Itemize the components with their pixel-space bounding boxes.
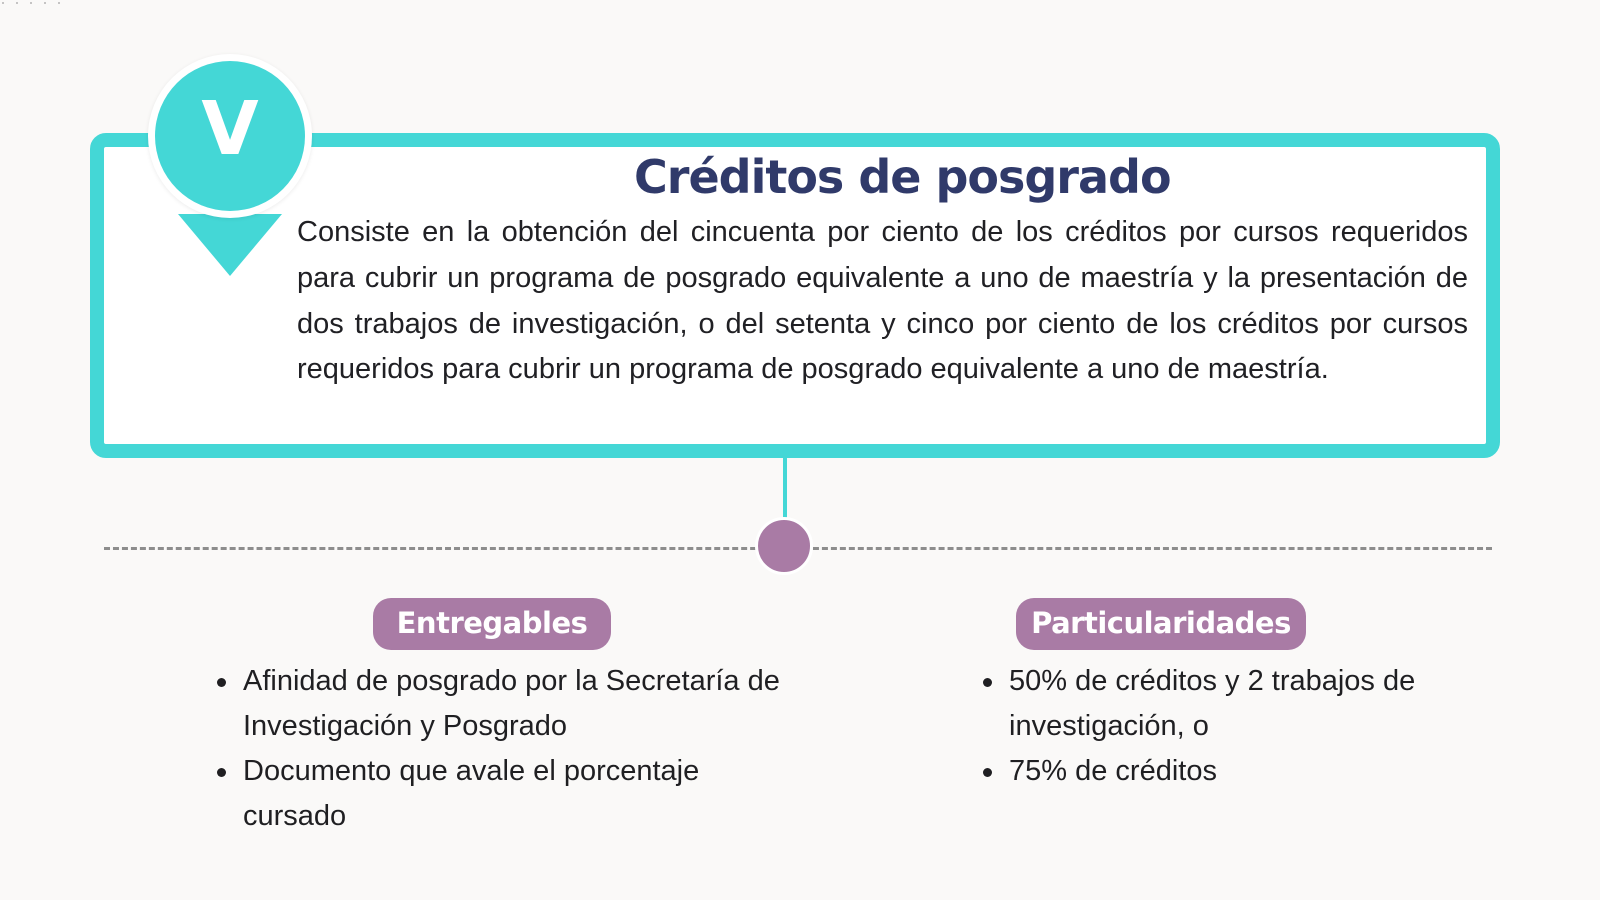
card-title: Créditos de posgrado xyxy=(634,150,1171,204)
list-item: 50% de créditos y 2 trabajos de investigación, o xyxy=(983,659,1423,749)
corner-dot xyxy=(2,2,4,4)
corner-dot xyxy=(30,2,32,4)
section-badge xyxy=(148,54,312,218)
list-item: Documento que avale el porcentaje cursado xyxy=(217,749,787,839)
corner-dot xyxy=(44,2,46,4)
section-number: V xyxy=(201,86,259,172)
corner-dot xyxy=(16,2,18,4)
list-item: Afinidad de posgrado por la Secretaría de Investigación y Posgrado xyxy=(217,659,787,749)
entregables-label: Entregables xyxy=(373,598,611,650)
particularidades-list xyxy=(983,659,1423,794)
list-item: 75% de créditos xyxy=(983,749,1423,794)
section-badge-circle xyxy=(155,61,305,211)
particularidades-label: Particularidades xyxy=(1016,598,1306,650)
card-description: Consiste en la obtención del cincuenta por ciento de los créditos por cursos requeridos para cubrir un programa de posgrado equivalente a uno de maestría y la presentación de dos trabajos de investigación, o del setenta y cinco por ciento de los créditos por cursos requeridos para cubrir un programa de posgrado equivalente a uno de maestría. xyxy=(297,216,1468,386)
timeline-dot xyxy=(755,517,813,575)
entregables-list xyxy=(217,659,787,839)
corner-dot xyxy=(58,2,60,4)
corner-dots-decoration xyxy=(2,0,68,10)
